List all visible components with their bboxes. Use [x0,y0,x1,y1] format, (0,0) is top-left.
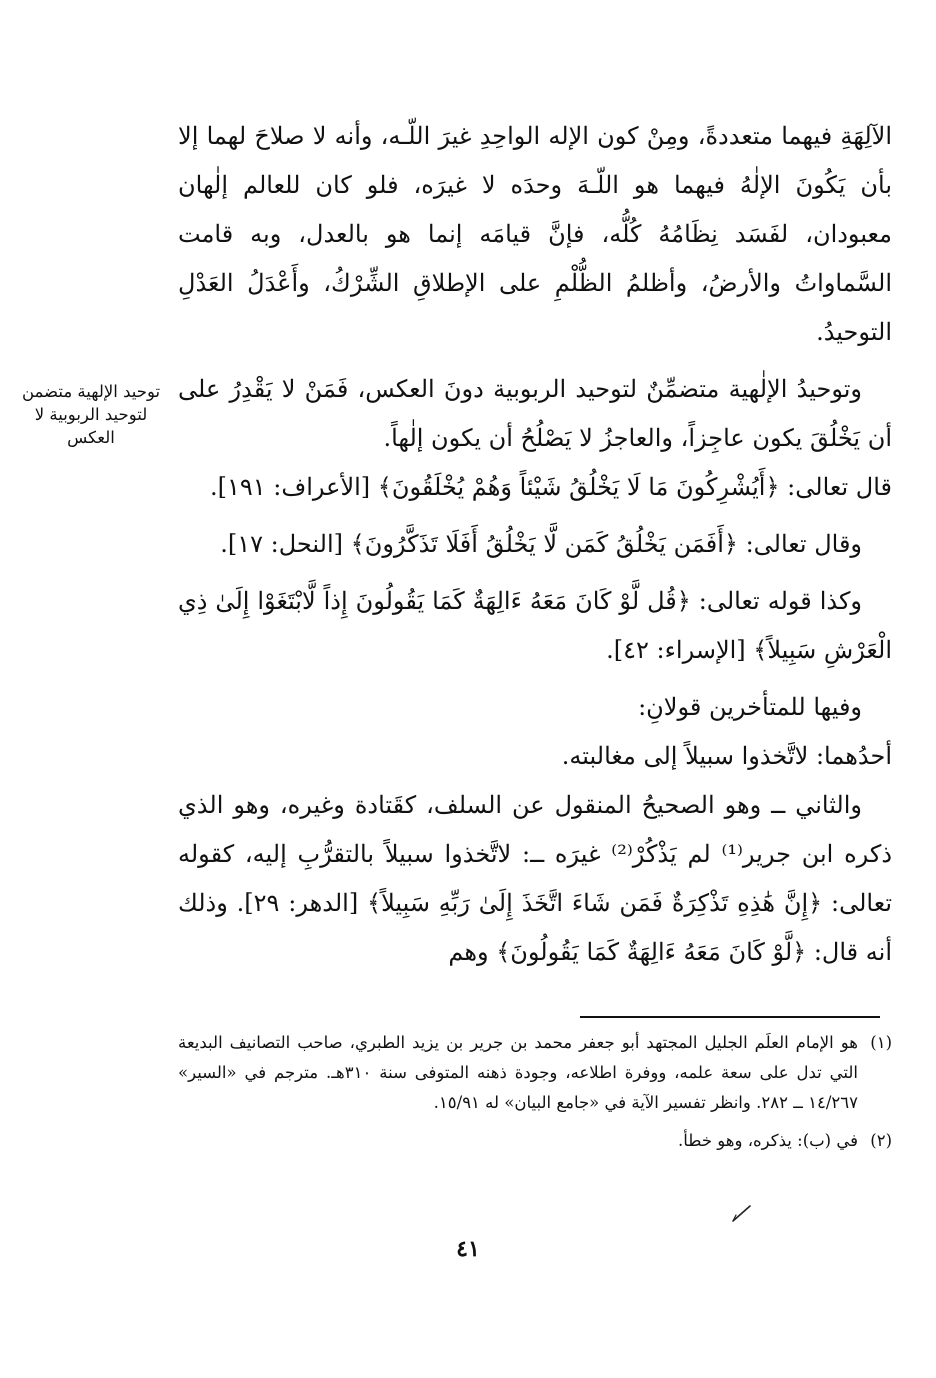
paragraph-5: وكذا قوله تعالى: ﴿قُل لَّوْ كَانَ مَعَهُ ءَالِهَةٌ كَمَا يَقُولُونَ إِذاً لَّابْتَغَوْا إِلَىٰ ذِي الْعَرْشِ سَبِيلاً﴾ [الإسراء: ٤٢]. [178,587,892,664]
footnote-2-text: في (ب): يذكره، وهو خطأ. [678,1131,858,1150]
paragraph-7: أحدُهما: لاتَّخذوا سبيلاً إلى مغالبته. [561,742,892,770]
paragraph-4: وقال تعالى: ﴿أَفَمَن يَخْلُقُ كَمَن لَّا يَخْلُقُ أَفَلَا تَذَكَّرُونَ﴾ [النحل: ١٧]. [220,530,862,558]
paragraph-6: وفيها للمتأخرين قولانِ: [638,693,862,721]
footnote-2 [178,1126,892,1156]
paragraph-1: الآلِهَةِ فيهما متعددةً، ومِنْ كون الإله الواحِدِ غيرَ اللّـه، وأنه لا صلاحَ لهما إلا بأن يَكُونَ الإلٰهُ فيهما هو اللّـهَ وحدَه لا غيرَه، فلو كان للعالم إلٰهان معبودان، لفَسَد نِظَامُهُ كُلُّه، فإنَّ قيامَه إنما هو بالعدل، وبه قامت السَّماواتُ والأرضُ، وأظلمُ الظُّلْمِ على الإطلاقِ الشِّرْكُ، وأَعْدَلُ العَدْلِ التوحيدُ. [178,122,892,346]
paragraph-2: وتوحيدُ الإلٰهية متضمِّنٌ لتوحيد الربوبية دونَ العكس، فَمَنْ لا يَقْدِرُ على أن يَخْلُقَ يكون عاجِزاً، والعاجزُ لا يَصْلُحُ أن يكون إلٰهاً. [178,375,892,452]
footnotes [178,1028,892,1164]
pen-mark-icon [730,1200,754,1224]
footnote-divider [580,1016,880,1018]
footnote-2-number: (٢) [870,1131,892,1150]
footnote-1-text: هو الإمام العلَم الجليل المجتهد أبو جعفر محمد بن جرير بن يزيد الطبري، صاحب التصانيف البديعة التي تدل على سعة علمه، ووفرة اطلاعه، وجودة ذهنه المتوفى سنة ٣١٠هـ. مترجم في «السير» ١٤/٢٦٧ ــ ٢٨٢. وانظر تفسير الآية في «جامع البيان» له ١٥/٩١. [178,1033,858,1112]
footnote-1 [178,1028,892,1118]
paragraph-3: قال تعالى: ﴿أَيُشْرِكُونَ مَا لَا يَخْلُقُ شَيْئاً وَهُمْ يُخْلَقُونَ﴾ [الأعراف: ١٩١]. [209,473,892,501]
main-text-body [178,112,892,977]
page-number: ٤١ [456,1236,480,1262]
paragraph-8: والثاني ــ وهو الصحيحُ المنقول عن السلف، كقَتادة وغيره، وهو الذي ذكره ابن جرير⁽¹⁾ لم يَذْكُرْ⁽²⁾ غيرَه ــ: لاتَّخذوا سبيلاً بالتقرُّبِ إليه، كقوله تعالى: ﴿إِنَّ هَٰذِهِ تَذْكِرَةٌ فَمَن شَاءَ اتَّخَذَ إِلَىٰ رَبِّهِ سَبِيلاً﴾ [الدهر: ٢٩]. وذلك أنه قال: ﴿لَّوْ كَانَ مَعَهُ ءَالِهَةٌ كَمَا يَقُولُونَ﴾ وهم [178,791,893,966]
margin-note: توحيد الإلهية متضمن لتوحيد الربوبية لا العكس [21,382,161,447]
footnote-1-number: (١) [870,1033,892,1052]
